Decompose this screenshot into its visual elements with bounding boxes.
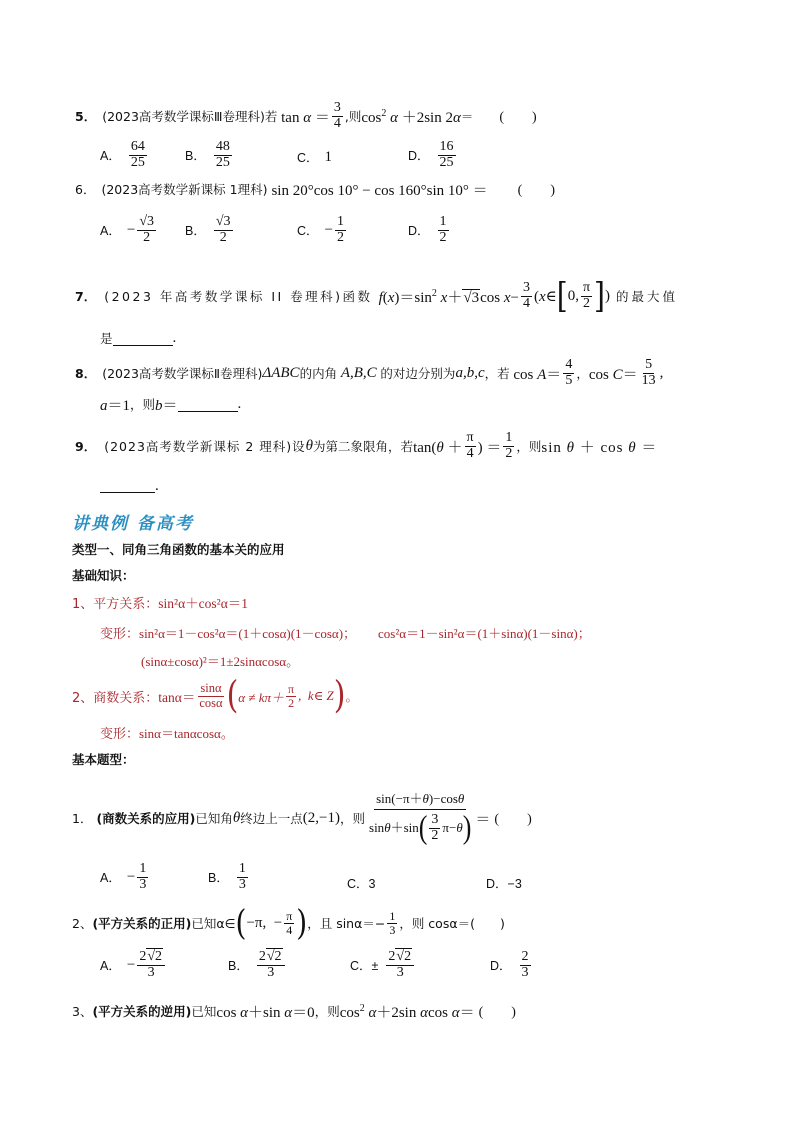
problem-3: 3、 (平方关系的逆用) 已知 cos α＋sin α＝0 ，则 $\cos^2 \alpha+2\sin$ αcos α＝ ( )	[72, 1002, 516, 1021]
p1-fraction: sin(−π＋θ)−cosθ sin θ ＋sin ( $\frac{3}{2}$ π− θ )	[369, 791, 472, 846]
question-9: 9． (2023高考数学新课标 2 理科)设 θ 为第二象限角，若 tan(θ ＋ $\frac{\pi}{4}$ ) ＝ $\frac{1}{2}$ ，则 sin θ ＋ cos θ ＝	[75, 429, 658, 461]
p2-option-a[interactable]: A． − $\frac{2√2}{3}$	[100, 950, 167, 980]
p1-option-c[interactable]: C．3	[347, 877, 376, 891]
q6-option-b[interactable]: B． $\frac{√3}{2}$	[185, 214, 231, 245]
q5-fraction: $\frac{3}{4}$	[333, 99, 341, 131]
q9-answer-line: .	[100, 478, 159, 494]
q6-number: 6．	[75, 182, 96, 197]
type-1-title: 类型一、同角三角函数的基本关的应用	[72, 542, 285, 557]
p1-option-a[interactable]: A． − $\frac{1}{3}$	[100, 861, 147, 892]
q7-source: (2023 年高考数学课标 II 卷理科)函数	[104, 289, 373, 304]
q5-option-d[interactable]: D． $\frac{16}{25}$	[408, 139, 454, 170]
q5-number: 5．	[75, 109, 97, 124]
p1-option-d[interactable]: D．−3	[486, 877, 522, 891]
square-variant-3: (sinα±cosα)²＝1±2sinαcosα。	[141, 653, 300, 669]
q7-blank[interactable]	[113, 331, 173, 346]
q5-source: (2023高考数学课标Ⅲ卷理科)若	[102, 109, 278, 124]
p1-option-b[interactable]: B． $\frac{1}{3}$	[208, 861, 246, 892]
q5-option-c[interactable]: C． 1	[297, 148, 333, 165]
q6-option-d[interactable]: D． $\frac{1}{2}$	[408, 214, 447, 245]
basic-types-label: 基本题型：	[72, 752, 135, 767]
q6-option-c[interactable]: C． − $\frac{1}{2}$	[297, 214, 344, 245]
quotient-relation: 2、商数关系： tanα＝ $\frac{\sin\alpha}{\cos\alpha}$ ( α ≠ kπ＋ $\frac{\pi}{2}$ , k∈ Z ) 。	[72, 673, 358, 718]
section-heading: 讲典例 备高考	[72, 513, 194, 534]
q6-source: (2023高考数学新课标 1理科)	[101, 182, 268, 197]
square-relation: 1、平方关系： sin²α＋cos²α＝1	[72, 596, 249, 612]
q9-blank[interactable]	[100, 480, 155, 493]
q8-source: (2023高考数学课标Ⅱ卷理科)	[102, 366, 263, 381]
q5-option-a[interactable]: A． $\frac{64}{25}$	[100, 139, 145, 170]
q8-line2: a＝1 ，则 b＝ .	[100, 395, 242, 414]
q5-answer-paren: ( )	[499, 110, 537, 125]
basic-knowledge-label: 基础知识：	[72, 568, 135, 583]
q9-source: (2023高考数学新课标 2 理科)设	[104, 439, 306, 454]
p2-option-c[interactable]: C．± $\frac{2√2}{3}$	[350, 950, 416, 980]
p2-option-b[interactable]: B． $\frac{2√2}{3}$	[228, 950, 287, 980]
problem-2: 2、 (平方关系的正用) 已知α∈ ( −π, − $\frac{\pi}{4}$ ) ，且 sinα＝− $\frac{1}{3}$ ，则 cosα＝( )	[72, 901, 505, 943]
q6-option-a[interactable]: A． − $\frac{√3}{2}$	[100, 214, 154, 245]
q7-answer-line: 是 .	[100, 329, 177, 346]
q8-blank[interactable]	[178, 397, 238, 412]
question-8: 8． (2023高考数学课标Ⅱ卷理科) ΔABC 的内角 A,B,C 的对边分别为 a,b,c ，若 cos A＝ $\frac{4}{5}$ ， cos C＝ $\frac{5}{13}$ ,	[75, 356, 664, 388]
question-5: 5． (2023高考数学课标Ⅲ卷理科)若 tan α ＝ $\frac{3}{4}$ ,则 $\cos^2 \alpha +2\sin$ 2α ＝ ( )	[75, 99, 537, 131]
p2-option-d[interactable]: D． $\frac{2}{3}$	[490, 949, 529, 980]
square-variants: 变形： sin²α＝1－cos²α＝(1＋cosα)(1－cosα)； cos²α＝1－sin²α＝(1＋sinα)(1－sinα)；	[100, 625, 591, 642]
q5-option-b[interactable]: B． $\frac{48}{25}$	[185, 139, 230, 170]
quotient-variant: 变形：sinα＝tanαcosα。	[100, 725, 234, 741]
question-7: 7． (2023 年高考数学课标 II 卷理科)函数 $f(x)=\sin^2$ x＋√3cos x− $\frac{3}{4}$ (x∈ [ 0, $\frac{\pi}{2}$ ] ) 的最大值	[75, 274, 678, 316]
problem-1: 1． (商数关系的应用) 已知角 θ 终边上一点 (2,−1) ，则 sin(−π＋θ)−cosθ sin θ ＋sin ( $\frac{3}{2}$ π− θ ) ＝ ( )	[72, 791, 532, 846]
question-6: 6． (2023高考数学新课标 1理科) sin 20°cos 10° − cos 160°sin 10° ＝ ( )	[75, 182, 555, 199]
